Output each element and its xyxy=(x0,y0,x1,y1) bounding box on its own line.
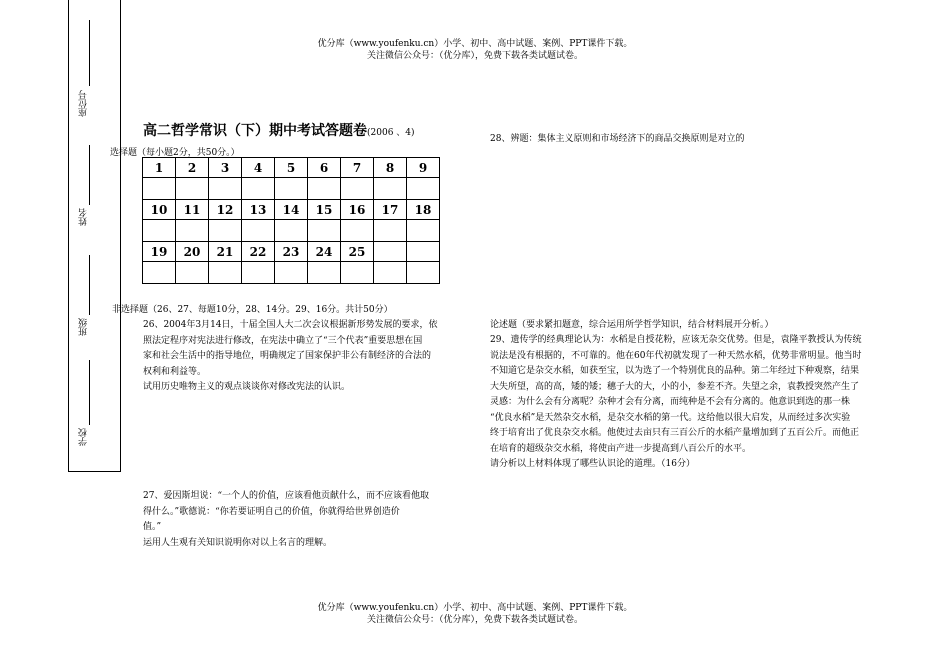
answer-cell[interactable] xyxy=(374,178,407,200)
grid-number-cell: 10 xyxy=(143,200,176,220)
grid-answer-row xyxy=(143,178,440,200)
watermark-line-1: 优分库（www.youfenku.cn）小学、初中、高中试题、案例、PPT课件下载。 xyxy=(317,603,633,613)
watermark-line-2: 关注微信公众号：（优分库），免费下载各类试题试卷。 xyxy=(366,51,583,61)
answer-cell[interactable] xyxy=(275,262,308,284)
grid-number-cell: 25 xyxy=(341,242,374,262)
grid-number-cell: 19 xyxy=(143,242,176,262)
grid-number-cell: 13 xyxy=(242,200,275,220)
grid-number-cell: 3 xyxy=(209,158,242,178)
title-date: (2006 、4) xyxy=(367,128,415,138)
grid-number-cell: 7 xyxy=(341,158,374,178)
answer-cell[interactable] xyxy=(407,220,440,242)
class-line xyxy=(89,255,90,315)
grid-number-cell: 4 xyxy=(242,158,275,178)
name-label: 姓名 xyxy=(79,208,89,226)
grid-number-row xyxy=(143,158,440,178)
question-26 xyxy=(143,318,468,396)
grid-number-cell xyxy=(374,242,407,262)
watermark-line-2: 关注微信公众号：（优分库），免费下载各类试题试卷。 xyxy=(366,615,583,625)
answer-cell[interactable] xyxy=(242,262,275,284)
question-29 xyxy=(490,333,900,473)
seat-line xyxy=(89,20,90,86)
answer-cell[interactable] xyxy=(275,178,308,200)
q26-line: 26、2004年3月14日，十届全国人大二次会议根据新形势发展的要求，依 xyxy=(143,320,438,330)
grid-number-cell: 9 xyxy=(407,158,440,178)
answer-cell[interactable] xyxy=(242,178,275,200)
page-title xyxy=(143,120,415,140)
grid-number-cell: 1 xyxy=(143,158,176,178)
grid-number-row xyxy=(143,242,440,262)
answer-cell[interactable] xyxy=(374,262,407,284)
grid-number-cell: 6 xyxy=(308,158,341,178)
name-line xyxy=(89,145,90,205)
answer-cell[interactable] xyxy=(308,178,341,200)
section2-heading: 非选择题（26、27、每题10分，28、14分。29、16分。共计50分） xyxy=(112,305,393,315)
question-28: 28、辨题：集体主义原则和市场经济下的商品交换原则是对立的 xyxy=(490,134,745,144)
question-27 xyxy=(143,489,468,551)
grid-number-cell: 5 xyxy=(275,158,308,178)
q29-prompt: 请分析以上材料体现了哪些认识论的道理。（16分） xyxy=(490,459,695,469)
q29-line: 在培育的超级杂交水稻，将使亩产进一步提高到八百公斤的水平。 xyxy=(490,443,752,454)
answer-cell[interactable] xyxy=(308,220,341,242)
answer-cell[interactable] xyxy=(209,220,242,242)
answer-cell[interactable] xyxy=(176,220,209,242)
student-info-sidebar xyxy=(68,0,121,472)
answer-cell[interactable] xyxy=(308,262,341,284)
footer-watermark xyxy=(0,602,950,626)
q29-line: “优良水稻”是天然杂交水稻，是杂交水稻的第一代。这给他以很大启发，从而经过多次实验 xyxy=(490,412,851,423)
header-watermark xyxy=(0,38,950,62)
answer-cell[interactable] xyxy=(176,262,209,284)
q26-line: 照法定程序对宪法进行修改，在宪法中确立了“三个代表”重要思想在国 xyxy=(143,335,423,346)
grid-number-cell: 21 xyxy=(209,242,242,262)
grid-number-cell: 20 xyxy=(176,242,209,262)
seat-label: 座位号 xyxy=(79,90,89,117)
q29-line: 大失所望，高的高，矮的矮；穗子大的大，小的小，参差不齐。失望之余，袁教授突然产生了 xyxy=(490,381,860,392)
answer-cell[interactable] xyxy=(143,220,176,242)
q29-line: 29、遗传学的经典理论认为：水稻是自授花粉，应该无杂交优势。但是，袁隆平教授认为传统 xyxy=(490,335,862,345)
q27-line: 27、爱因斯坦说：“一个人的价值，应该看他贡献什么，而不应该看他取 xyxy=(143,491,430,501)
grid-number-cell: 8 xyxy=(374,158,407,178)
watermark-line-1: 优分库（www.youfenku.cn）小学、初中、高中试题、案例、PPT课件下载。 xyxy=(317,39,633,49)
grid-number-row xyxy=(143,200,440,220)
grid-answer-row xyxy=(143,220,440,242)
q26-prompt: 试用历史唯物主义的观点谈谈你对修改宪法的认识。 xyxy=(143,382,351,392)
grid-number-cell: 18 xyxy=(407,200,440,220)
answer-grid xyxy=(142,157,440,284)
answer-cell[interactable] xyxy=(143,262,176,284)
answer-cell[interactable] xyxy=(209,262,242,284)
class-label: 班级 xyxy=(79,318,89,336)
grid-number-cell: 17 xyxy=(374,200,407,220)
answer-cell[interactable] xyxy=(341,220,374,242)
answer-cell[interactable] xyxy=(341,262,374,284)
section1-heading: 选择题（每小题2分，共50分。） xyxy=(110,148,240,158)
q27-line: 得什么。”歌德说：“你若要证明自己的价值，你就得给世界创造价 xyxy=(143,506,400,517)
grid-number-cell: 24 xyxy=(308,242,341,262)
grid-number-cell: 15 xyxy=(308,200,341,220)
answer-cell[interactable] xyxy=(374,220,407,242)
grid-number-cell xyxy=(407,242,440,262)
grid-number-cell: 22 xyxy=(242,242,275,262)
answer-cell[interactable] xyxy=(176,178,209,200)
section3-heading: 论述题（要求紧扣题意，综合运用所学哲学知识，结合材料展开分析。） xyxy=(490,320,774,330)
grid-answer-row xyxy=(143,262,440,284)
school-line xyxy=(89,360,90,425)
q26-line: 家和社会生活中的指导地位，明确规定了国家保护非公有制经济的合法的 xyxy=(143,351,432,361)
answer-cell[interactable] xyxy=(143,178,176,200)
title-main: 高二哲学常识（下）期中考试答题卷 xyxy=(143,123,367,139)
q29-line: 不知道它是杂交水稻，如获至宝，以为选了一个特别优良的品种。第二年经过下种观察，结果 xyxy=(490,366,860,376)
answer-cell[interactable] xyxy=(242,220,275,242)
q29-line: 说法是没有根据的，不可靠的。他在60年代初就发现了一种天然水稻，优势非常明显。他当时 xyxy=(490,350,862,361)
q29-line: 终于培育出了优良杂交水稻。他使过去亩只有三百公斤的水稻产量增加到了五百公斤。而他正 xyxy=(490,428,860,438)
answer-cell[interactable] xyxy=(407,178,440,200)
grid-number-cell: 2 xyxy=(176,158,209,178)
school-label: 学校 xyxy=(79,428,89,446)
q27-prompt: 运用人生观有关知识说明你对以上名言的理解。 xyxy=(143,537,333,548)
grid-number-cell: 23 xyxy=(275,242,308,262)
answer-cell[interactable] xyxy=(407,262,440,284)
grid-number-cell: 12 xyxy=(209,200,242,220)
q29-line: 灵感：为什么会有分离呢？杂种才会有分离，而纯种是不会有分离的。他意识到选的那一株 xyxy=(490,397,851,407)
grid-number-cell: 11 xyxy=(176,200,209,220)
answer-cell[interactable] xyxy=(209,178,242,200)
q27-line: 值。” xyxy=(143,522,162,532)
q26-line: 权利和利益等。 xyxy=(143,366,207,377)
grid-number-cell: 16 xyxy=(341,200,374,220)
answer-cell[interactable] xyxy=(275,220,308,242)
grid-number-cell: 14 xyxy=(275,200,308,220)
answer-cell[interactable] xyxy=(341,178,374,200)
